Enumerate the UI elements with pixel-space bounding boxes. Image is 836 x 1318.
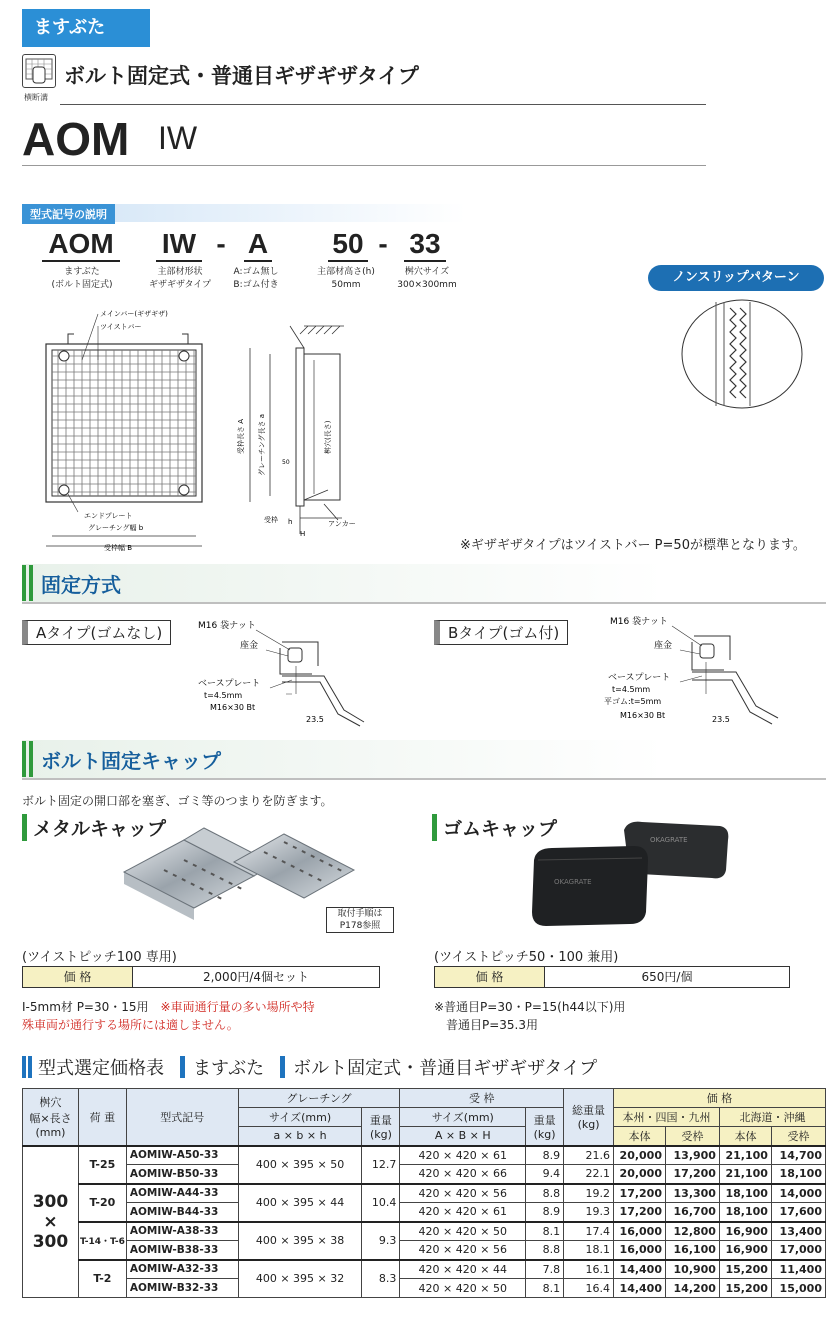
total-cell: 18.1 <box>564 1241 614 1260</box>
install-note-box: 取付手順は P178参照 <box>326 907 394 933</box>
code-sep-2: - <box>378 228 388 259</box>
table-row <box>23 1241 826 1260</box>
b-base-plate-label: ベースプレート <box>608 673 671 683</box>
price-cell: 16,100 <box>666 1241 720 1260</box>
label-anchor: アンカー <box>328 520 356 528</box>
price-table: 桝穴 幅×長さ (mm) 荷 重 型式記号 グレーチング 受 枠 総重量 (kg) 価 格 サイズ(mm) 重量 (kg) サイズ(mm) 重量 (kg) 本州・四国・九州 北海道・沖縄 a × b × h A × B × H 本体 受枠 本体 受枠 300 × 300 T-25 AOMIW-A50-33 400 × 395 × 50 12.7 420 × 420 × 61 8.9 21.6 20,000 13,900 21,100 14,700 AOMIW-B50-33 420 × 420 × 66 9.4 22.1 20,000 17,200 21,100 18,100 T-20 AOMIW-A44-33 400 × 395 × 44 10.4 420 × 420 × 56 8.8 19.2 17,200 13,300 18,100 14,000 AOMIW-B44-33 420 × 420 × 61 8.9 19.3 17,200 16,700 18,100 17,600 T-14・T-6 AOMIW-A38-33 400 × 395 × 38 9.3 420 × 420 × 50 8.1 17.4 16,000 12,800 16,900 13,400 AOMIW-B38-33 420 × 420 × 56 8.8 18.1 16,000 16,100 16,900 17,000 T-2 AOMIW-A32-33 400 × 395 × 32 8.3 420 × 420 × 44 7.8 16.1 14,400 10,900 15,200 11,400 AOMIW-B32-33 420 × 420 × 50 8.1 16.4 14,400 14,200 15,200 15,000 <box>22 1088 826 1298</box>
model-cell: AOMIW-B50-33 <box>126 1165 238 1184</box>
price-cell: 14,000 <box>771 1184 825 1203</box>
price-cell: 13,300 <box>666 1184 720 1203</box>
explanation-label: 型式記号の説明 <box>22 204 115 224</box>
total-cell: 17.4 <box>564 1222 614 1241</box>
fsize-cell: 420 × 420 × 56 <box>400 1241 526 1260</box>
label-main-bar: メインバー(ギザギザ) <box>100 310 168 318</box>
total-cell: 16.4 <box>564 1279 614 1298</box>
table-row <box>23 1146 826 1165</box>
table-title: 型式選定価格表 ますぶた ボルト固定式・普通目ギザギザタイプ <box>22 1054 597 1080</box>
a-t-label: t=4.5mm <box>204 691 243 700</box>
fsize-cell: 420 × 420 × 44 <box>400 1260 526 1279</box>
cap-section-title: ボルト固定キャップ <box>41 748 221 773</box>
gsize-cell: 400 × 395 × 38 <box>238 1222 362 1260</box>
model-cell: AOMIW-B32-33 <box>126 1279 238 1298</box>
code-sep-1: - <box>216 228 226 259</box>
gsize-cell: 400 × 395 × 44 <box>238 1184 362 1222</box>
price-cell: 10,900 <box>666 1260 720 1279</box>
rubber-pitch: (ツイストピッチ50・100 兼用) <box>434 950 619 965</box>
nonslip-label: ノンスリップパターン <box>648 265 824 291</box>
price-cell: 13,400 <box>771 1222 825 1241</box>
brand-mark: OKAGRATE <box>554 878 592 886</box>
col-gweight: 重量 (kg) <box>362 1108 400 1146</box>
price-cell: 17,000 <box>771 1241 825 1260</box>
label-H: H <box>300 530 306 538</box>
load-cell: T-2 <box>78 1260 126 1298</box>
price-cell: 21,100 <box>719 1165 771 1184</box>
price-cell: 21,100 <box>719 1146 771 1165</box>
gsize-cell: 400 × 395 × 32 <box>238 1260 362 1298</box>
label-grating-length: グレーチング長さ a <box>258 413 266 476</box>
total-cell: 21.6 <box>564 1146 614 1165</box>
b-washer-label: 座金 <box>654 641 673 651</box>
hole-size-cell: 300 × 300 <box>23 1146 79 1298</box>
rubber-price-box: 価 格 650円/個 <box>434 966 790 988</box>
total-cell: 19.2 <box>564 1184 614 1203</box>
label-twist-bar: ツイストバー <box>100 323 142 331</box>
model-rule <box>22 165 706 166</box>
fweight-cell: 7.8 <box>526 1260 564 1279</box>
price-cell: 17,200 <box>614 1184 666 1203</box>
code-50: 50 <box>328 228 368 262</box>
col-region2: 北海道・沖縄 <box>719 1108 825 1127</box>
brand-mark-2: OKAGRATE <box>650 836 688 844</box>
price-cell: 16,900 <box>719 1241 771 1260</box>
code-desc-50: 主部材高さ(h) 50mm <box>317 267 375 290</box>
code-desc-a: A:ゴム無し B:ゴム付き <box>233 267 279 290</box>
label-frame-width: 受枠幅 B <box>104 544 133 552</box>
metal-price-box: 価 格 2,000円/4個セット <box>22 966 380 988</box>
price-cell: 17,200 <box>614 1203 666 1222</box>
table-row <box>23 1222 826 1241</box>
fweight-cell: 8.9 <box>526 1146 564 1165</box>
load-cell: T-20 <box>78 1184 126 1222</box>
price-cell: 14,200 <box>666 1279 720 1298</box>
code-iw: IW <box>156 228 202 262</box>
price-cell: 14,400 <box>614 1279 666 1298</box>
col-gsize: サイズ(mm) <box>238 1108 362 1127</box>
fweight-cell: 8.1 <box>526 1279 564 1298</box>
price-cell: 16,000 <box>614 1222 666 1241</box>
price-cell: 18,100 <box>719 1203 771 1222</box>
label-hole-length: 桝穴(長さ) <box>324 420 332 454</box>
price-cell: 11,400 <box>771 1260 825 1279</box>
price-cell: 17,200 <box>666 1165 720 1184</box>
model-cell: AOMIW-A38-33 <box>126 1222 238 1241</box>
fweight-cell: 8.8 <box>526 1184 564 1203</box>
price-cell: 16,700 <box>666 1203 720 1222</box>
table-row <box>23 1165 826 1184</box>
type-b-label: Bタイプ(ゴム付) <box>434 620 568 645</box>
price-cell: 14,700 <box>771 1146 825 1165</box>
metal-cap-photo <box>104 812 364 940</box>
gsize-cell: 400 × 395 × 50 <box>238 1146 362 1184</box>
title-rule <box>60 104 706 105</box>
model-cell: AOMIW-B38-33 <box>126 1241 238 1260</box>
label-fifty: 50 <box>282 459 290 466</box>
fsize-cell: 420 × 420 × 61 <box>400 1203 526 1222</box>
fweight-cell: 8.8 <box>526 1241 564 1260</box>
model-cell: AOMIW-A32-33 <box>126 1260 238 1279</box>
technical-drawing <box>38 304 438 554</box>
code-33: 33 <box>404 228 446 262</box>
label-h: h <box>288 518 293 526</box>
rubber-cap-photo <box>524 816 744 928</box>
fweight-cell: 8.1 <box>526 1222 564 1241</box>
page-title: ボルト固定式・普通目ギザギザタイプ <box>64 64 419 88</box>
model-cell: AOMIW-B44-33 <box>126 1203 238 1222</box>
load-cell: T-25 <box>78 1146 126 1184</box>
code-aom: AOM <box>42 228 120 262</box>
rubber-remark: ※普通目P=30・P=15(h44以下)用 普通目P=35.3用 <box>434 1000 626 1032</box>
price-cell: 15,200 <box>719 1260 771 1279</box>
col-model: 型式記号 <box>126 1089 238 1146</box>
category-tab: ますぶた <box>22 9 150 47</box>
fsize-cell: 420 × 420 × 50 <box>400 1279 526 1298</box>
fweight-cell: 9.4 <box>526 1165 564 1184</box>
price-cell: 16,900 <box>719 1222 771 1241</box>
rubber-cap-title: ゴムキャップ <box>432 814 557 841</box>
cap-description: ボルト固定の開口部を塞ぎ、ゴミ等のつまりを防ぎます。 <box>22 794 333 808</box>
fixing-section-header <box>22 564 826 604</box>
fsize-cell: 420 × 420 × 50 <box>400 1222 526 1241</box>
gweight-cell: 9.3 <box>362 1222 400 1260</box>
col-region1: 本州・四国・九州 <box>614 1108 720 1127</box>
a-washer-label: 座金 <box>240 641 259 651</box>
col-frame: 受 枠 <box>400 1089 564 1108</box>
code-desc-aom: ますぶた (ボルト固定式) <box>51 267 113 290</box>
fixing-b-figure <box>602 614 802 730</box>
model-cell: AOMIW-A44-33 <box>126 1184 238 1203</box>
model-name: AOM <box>22 113 130 165</box>
total-cell: 22.1 <box>564 1165 614 1184</box>
model-sub: IW <box>158 120 198 156</box>
icon-caption: 横断溝 <box>24 93 48 102</box>
metal-remark: I-5mm材 P=30・15用 ※車両通行量の多い場所や特 殊車両が通行する場所には適しません。 <box>22 1000 315 1032</box>
gweight-cell: 8.3 <box>362 1260 400 1298</box>
fsize-cell: 420 × 420 × 56 <box>400 1184 526 1203</box>
label-grating-width: グレーチング幅 b <box>88 524 144 532</box>
price-cell: 12,800 <box>666 1222 720 1241</box>
fweight-cell: 8.9 <box>526 1203 564 1222</box>
total-cell: 16.1 <box>564 1260 614 1279</box>
code-a: A <box>244 228 272 262</box>
nonslip-pattern-figure <box>680 298 806 410</box>
price-cell: 18,100 <box>771 1165 825 1184</box>
code-desc-33: 桝穴サイズ 300×300mm <box>397 267 457 290</box>
fsize-cell: 420 × 420 × 66 <box>400 1165 526 1184</box>
load-cell: T-14・T-6 <box>78 1222 126 1260</box>
b-bolt-label: M16×30 Bt <box>620 711 666 720</box>
a-base-plate-label: ベースプレート <box>198 679 261 689</box>
price-cell: 15,200 <box>719 1279 771 1298</box>
total-cell: 19.3 <box>564 1203 614 1222</box>
a-nut-label: M16 袋ナット <box>198 621 256 631</box>
label-frame-length: 受枠長さ A <box>237 418 245 454</box>
col-hole: 桝穴 幅×長さ (mm) <box>23 1089 79 1146</box>
metal-pitch: (ツイストピッチ100 専用) <box>22 950 177 965</box>
model-cell: AOMIW-A50-33 <box>126 1146 238 1165</box>
col-load: 荷 重 <box>78 1089 126 1146</box>
col-fweight: 重量 (kg) <box>526 1108 564 1146</box>
b-t-label: t=4.5mm <box>612 685 651 694</box>
label-end-plate: エンドプレート <box>84 512 133 520</box>
price-cell: 16,000 <box>614 1241 666 1260</box>
gweight-cell: 12.7 <box>362 1146 400 1184</box>
table-row <box>23 1203 826 1222</box>
col-fdims: A × B × H <box>400 1127 526 1146</box>
price-cell: 20,000 <box>614 1165 666 1184</box>
drawing-note: ※ギザギザタイプはツイストバー P=50が標準となります。 <box>460 538 806 553</box>
gweight-cell: 10.4 <box>362 1184 400 1222</box>
code-desc-iw: 主部材形状 ギザギザタイプ <box>148 267 212 290</box>
fsize-cell: 420 × 420 × 61 <box>400 1146 526 1165</box>
price-cell: 14,400 <box>614 1260 666 1279</box>
b-nut-label: M16 袋ナット <box>610 617 668 627</box>
cap-section-header <box>22 740 826 780</box>
b-dim-label: 23.5 <box>712 715 730 724</box>
price-cell: 13,900 <box>666 1146 720 1165</box>
drain-cover-icon <box>22 54 56 88</box>
fixing-a-figure <box>196 614 386 730</box>
label-frame: 受枠 <box>264 516 278 524</box>
col-fsize: サイズ(mm) <box>400 1108 526 1127</box>
price-cell: 18,100 <box>719 1184 771 1203</box>
metal-cap-title: メタルキャップ <box>22 814 166 841</box>
table-row <box>23 1260 826 1279</box>
price-cell: 15,000 <box>771 1279 825 1298</box>
table-row <box>23 1279 826 1298</box>
col-gdims: a × b × h <box>238 1127 362 1146</box>
a-bolt-label: M16×30 Bt <box>210 703 256 712</box>
table-row <box>23 1184 826 1203</box>
price-cell: 20,000 <box>614 1146 666 1165</box>
col-total: 総重量 (kg) <box>564 1089 614 1146</box>
type-a-label: Aタイプ(ゴムなし) <box>22 620 171 645</box>
fixing-section-title: 固定方式 <box>41 572 121 597</box>
a-dim-label: 23.5 <box>306 715 324 724</box>
price-cell: 17,600 <box>771 1203 825 1222</box>
col-grating: グレーチング <box>238 1089 400 1108</box>
b-rubber-label: 平ゴム:t=5mm <box>604 697 662 706</box>
col-price: 価 格 <box>614 1089 826 1108</box>
